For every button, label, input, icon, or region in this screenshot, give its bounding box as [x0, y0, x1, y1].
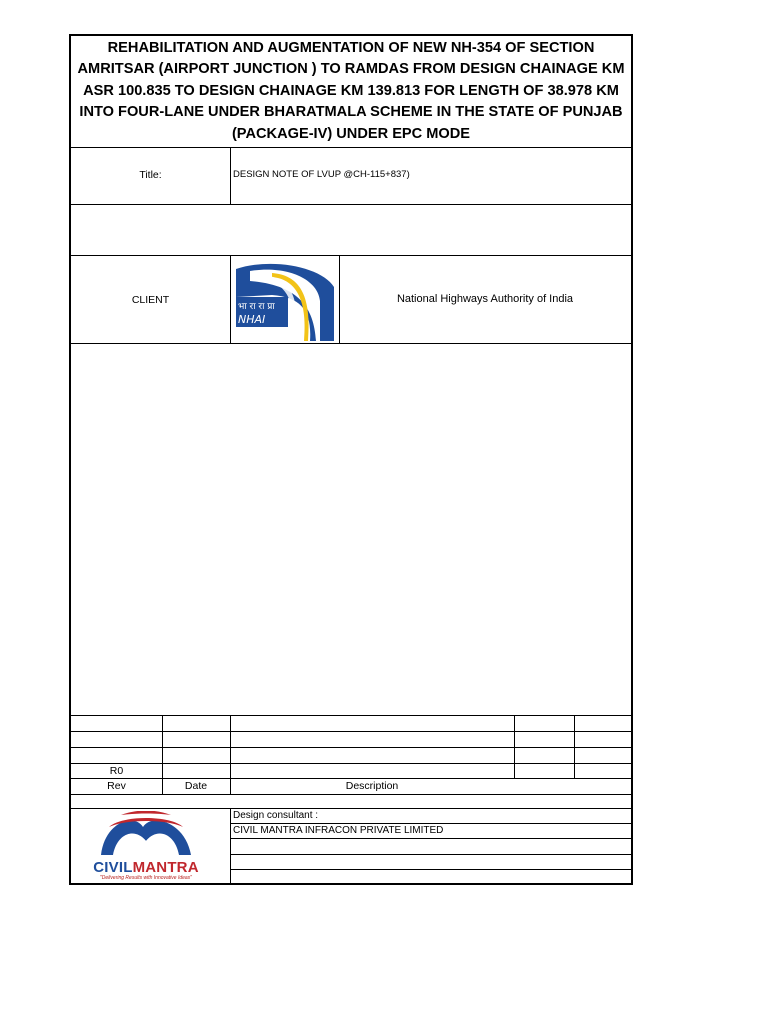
- project-title: REHABILITATION AND AUGMENTATION OF NEW NH-354 OF SECTION AMRITSAR (AIRPORT JUNCTION ) TO RAMDAS FROM DESIGN CHAINAGE KM ASR 100.835 TO DESIGN CHAINAGE KM 139.813 FOR LENGTH OF 38.978 KM INTO FOUR-LANE UNDER BHARATMALA SCHEME IN THE STATE OF PUNJAB (PACKAGE-IV) UNDER EPC MODE: [77, 39, 625, 142]
- divider: [71, 778, 631, 779]
- divider: [71, 255, 631, 256]
- divider: [514, 715, 515, 778]
- consultant-label: Design consultant :: [233, 810, 319, 821]
- civil-mantra-tagline: "Delivering Results with Innovative Ideas": [100, 875, 192, 881]
- divider: [230, 838, 631, 839]
- divider: [71, 763, 631, 764]
- divider: [230, 147, 231, 204]
- divider: [574, 715, 575, 778]
- nhai-logo-abbr: NHAI: [238, 313, 266, 326]
- divider: [71, 731, 631, 732]
- nhai-logo-devanagari: भा रा रा प्रा: [238, 302, 275, 312]
- column-rev: Rev: [107, 780, 126, 792]
- consultant-name: CIVIL MANTRA INFRACON PRIVATE LIMITED: [233, 825, 444, 836]
- divider: [71, 808, 631, 809]
- client-name: National Highways Authority of India: [396, 293, 574, 305]
- revision-r0: R0: [109, 765, 124, 777]
- divider: [230, 869, 631, 870]
- civil-mantra-logo: [91, 811, 201, 883]
- client-label: CLIENT: [131, 294, 170, 306]
- divider: [71, 204, 631, 205]
- divider: [230, 255, 231, 343]
- column-date: Date: [184, 780, 208, 792]
- title-value: DESIGN NOTE OF LVUP @CH-115+837): [233, 169, 410, 180]
- title-label: Title:: [139, 169, 162, 181]
- divider: [71, 715, 631, 716]
- divider: [230, 808, 231, 885]
- cover-sheet: [69, 34, 633, 885]
- divider: [71, 147, 631, 148]
- civil-mantra-wordmark: CIVILMANTRA: [93, 859, 199, 876]
- divider: [230, 823, 631, 824]
- nhai-logo: [232, 257, 338, 341]
- divider: [71, 747, 631, 748]
- divider: [71, 794, 631, 795]
- divider: [230, 854, 631, 855]
- divider: [71, 343, 631, 344]
- column-description: Description: [345, 780, 399, 792]
